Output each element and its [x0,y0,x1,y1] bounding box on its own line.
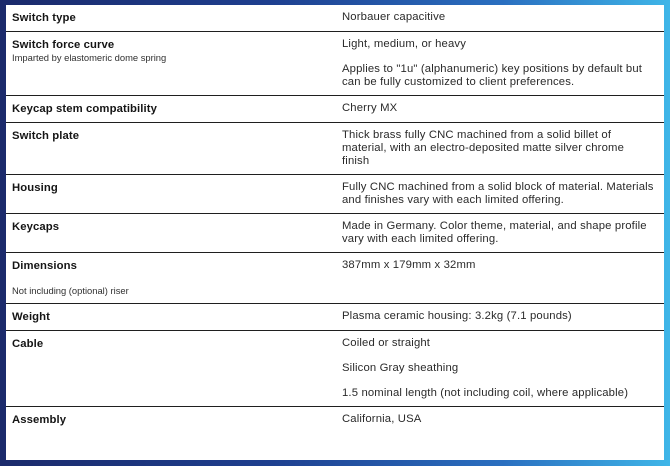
spec-label-cell [6,123,342,175]
spec-value: Cherry MX [342,102,398,114]
spec-value: Fully CNC machined from a solid block of material. Materials and finishes vary with each limited offering. [342,181,654,206]
spec-value: Light, medium, or heavy [342,38,467,50]
spec-row-switch-force-curve [6,32,664,96]
spec-value: Plasma ceramic housing: 3.2kg (7.1 pounds) [342,310,572,322]
spec-label: Housing [12,182,58,194]
spec-row-weight [6,304,664,331]
spec-value-cell [342,214,664,253]
spec-label-cell [6,253,342,304]
spec-value-cell [342,175,664,214]
spec-value-cell [342,253,664,304]
spec-label: Switch plate [12,130,80,142]
spec-value: Applies to "1u" (alphanumeric) key positions by default but can be fully customized to client preferences. [342,63,643,88]
spec-value: Silicon Gray sheathing [342,362,459,374]
spec-value-cell [342,5,664,32]
spec-value-cell [342,96,664,123]
specifications-table [6,5,664,433]
spec-value-cell [342,331,664,407]
spec-label-cell [6,32,342,96]
spec-label: Weight [12,311,51,323]
spec-label-cell [6,331,342,407]
spec-label-cell [6,5,342,32]
spec-value-cell [342,407,664,434]
specs-panel [6,5,664,460]
spec-label-cell [6,175,342,214]
spec-row-keycap-stem [6,96,664,123]
spec-label: Dimensions [12,260,78,272]
spec-label: Assembly [12,414,67,426]
spec-label-cell [6,304,342,331]
spec-value-cell [342,304,664,331]
spec-row-cable [6,331,664,407]
spec-label: Switch force curve [12,39,115,51]
spec-label: Switch type [12,12,76,24]
spec-row-dimensions [6,253,664,304]
spec-row-assembly [6,407,664,434]
spec-row-housing [6,175,664,214]
spec-label-cell [6,214,342,253]
spec-label-cell [6,407,342,434]
spec-value: 1.5 nominal length (not including coil, where applicable) [342,387,629,399]
spec-row-switch-type [6,5,664,32]
spec-label: Keycap stem compatibility [12,103,158,115]
spec-value: Made in Germany. Color theme, material, and shape profile vary with each limited offering. [342,220,647,245]
spec-label: Cable [12,338,44,350]
spec-row-keycaps [6,214,664,253]
spec-value: 387mm x 179mm x 32mm [342,259,476,271]
spec-row-switch-plate [6,123,664,175]
spec-value: California, USA [342,413,422,425]
spec-value-cell [342,32,664,96]
spec-label: Keycaps [12,221,60,233]
spec-sublabel: Not including (optional) riser [12,285,129,296]
spec-value-cell [342,123,664,175]
spec-value: Coiled or straight [342,337,431,349]
spec-value: Thick brass fully CNC machined from a solid billet of material, with an electro-deposited matte silver chrome finish [342,129,625,167]
spec-label-cell [6,96,342,123]
spec-value: Norbauer capacitive [342,11,446,23]
spec-sublabel: Imparted by elastomeric dome spring [12,52,167,63]
